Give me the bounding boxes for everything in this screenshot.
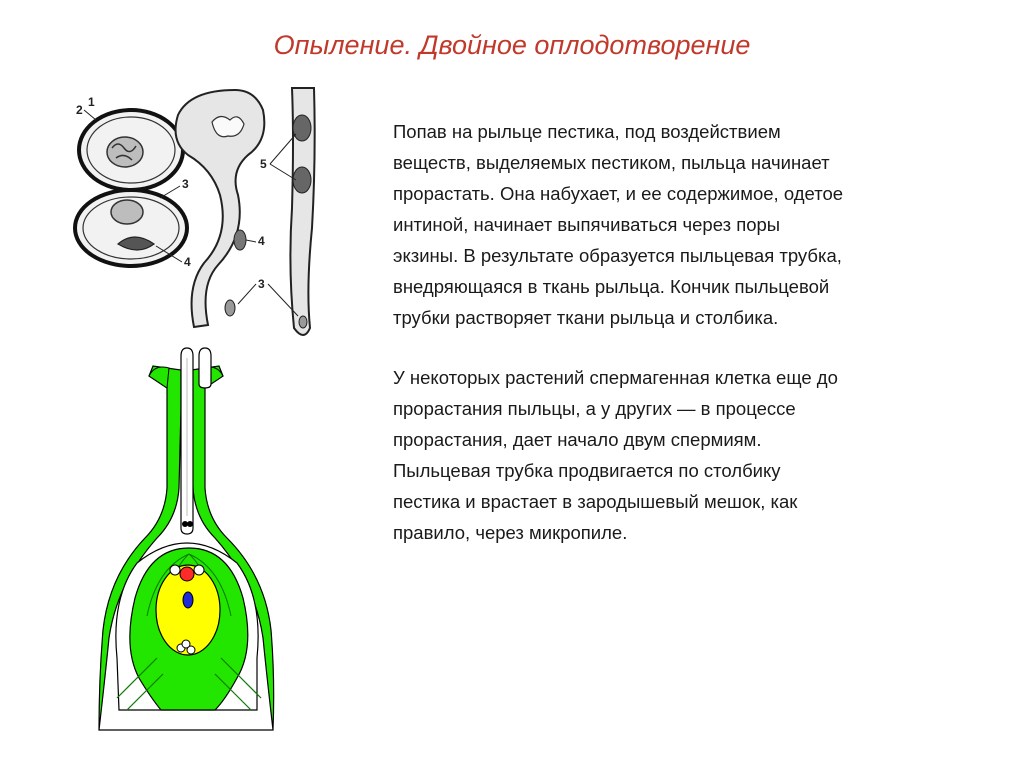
central-nucleus bbox=[183, 592, 193, 608]
label-1: 1 bbox=[88, 95, 95, 109]
slide-title: Опыление. Двойное оплодотворение bbox=[273, 30, 751, 60]
pollen-tube-long bbox=[290, 88, 314, 335]
germinating-pollen-tube bbox=[176, 90, 265, 327]
label-2: 2 bbox=[76, 103, 83, 117]
label-4-tube: 4 bbox=[258, 234, 265, 248]
label-3-top: 3 bbox=[182, 177, 189, 191]
paragraph-pollen-germination: Попав на рыльце пестика, под воздействием веществ, выделяемых пестиком, пыльца начинает прорастать. Она набухает, и ее содержимое, одетое интиной, начинает выпячиваться через поры экзины. В результате образуется пыльцевая трубка, внедряющаяся в ткань рыльца. Кончик пыльцевой трубки растворяет ткани рыльца и столбика. bbox=[393, 121, 844, 328]
egg-cell bbox=[180, 567, 194, 581]
label-4-left: 4 bbox=[184, 255, 191, 269]
label-5: 5 bbox=[260, 157, 267, 171]
paragraph-pollen-tube-growth: У некоторых растений спермагенная клетка еще до прорастания пыльцы, а у других — в процессе прорастания, дает начало двум спермиям. Пыльцевая трубка продвигается по столбику пестика и врастает в зародышевый мешок, как правило, через микропиле. bbox=[393, 367, 838, 543]
pollen-grain-top bbox=[79, 110, 183, 190]
pistil-diagram bbox=[97, 348, 282, 733]
pollen-germination-diagram bbox=[70, 80, 370, 350]
sperm-cell-2 bbox=[187, 521, 193, 527]
label-3-tube: 3 bbox=[258, 277, 265, 291]
